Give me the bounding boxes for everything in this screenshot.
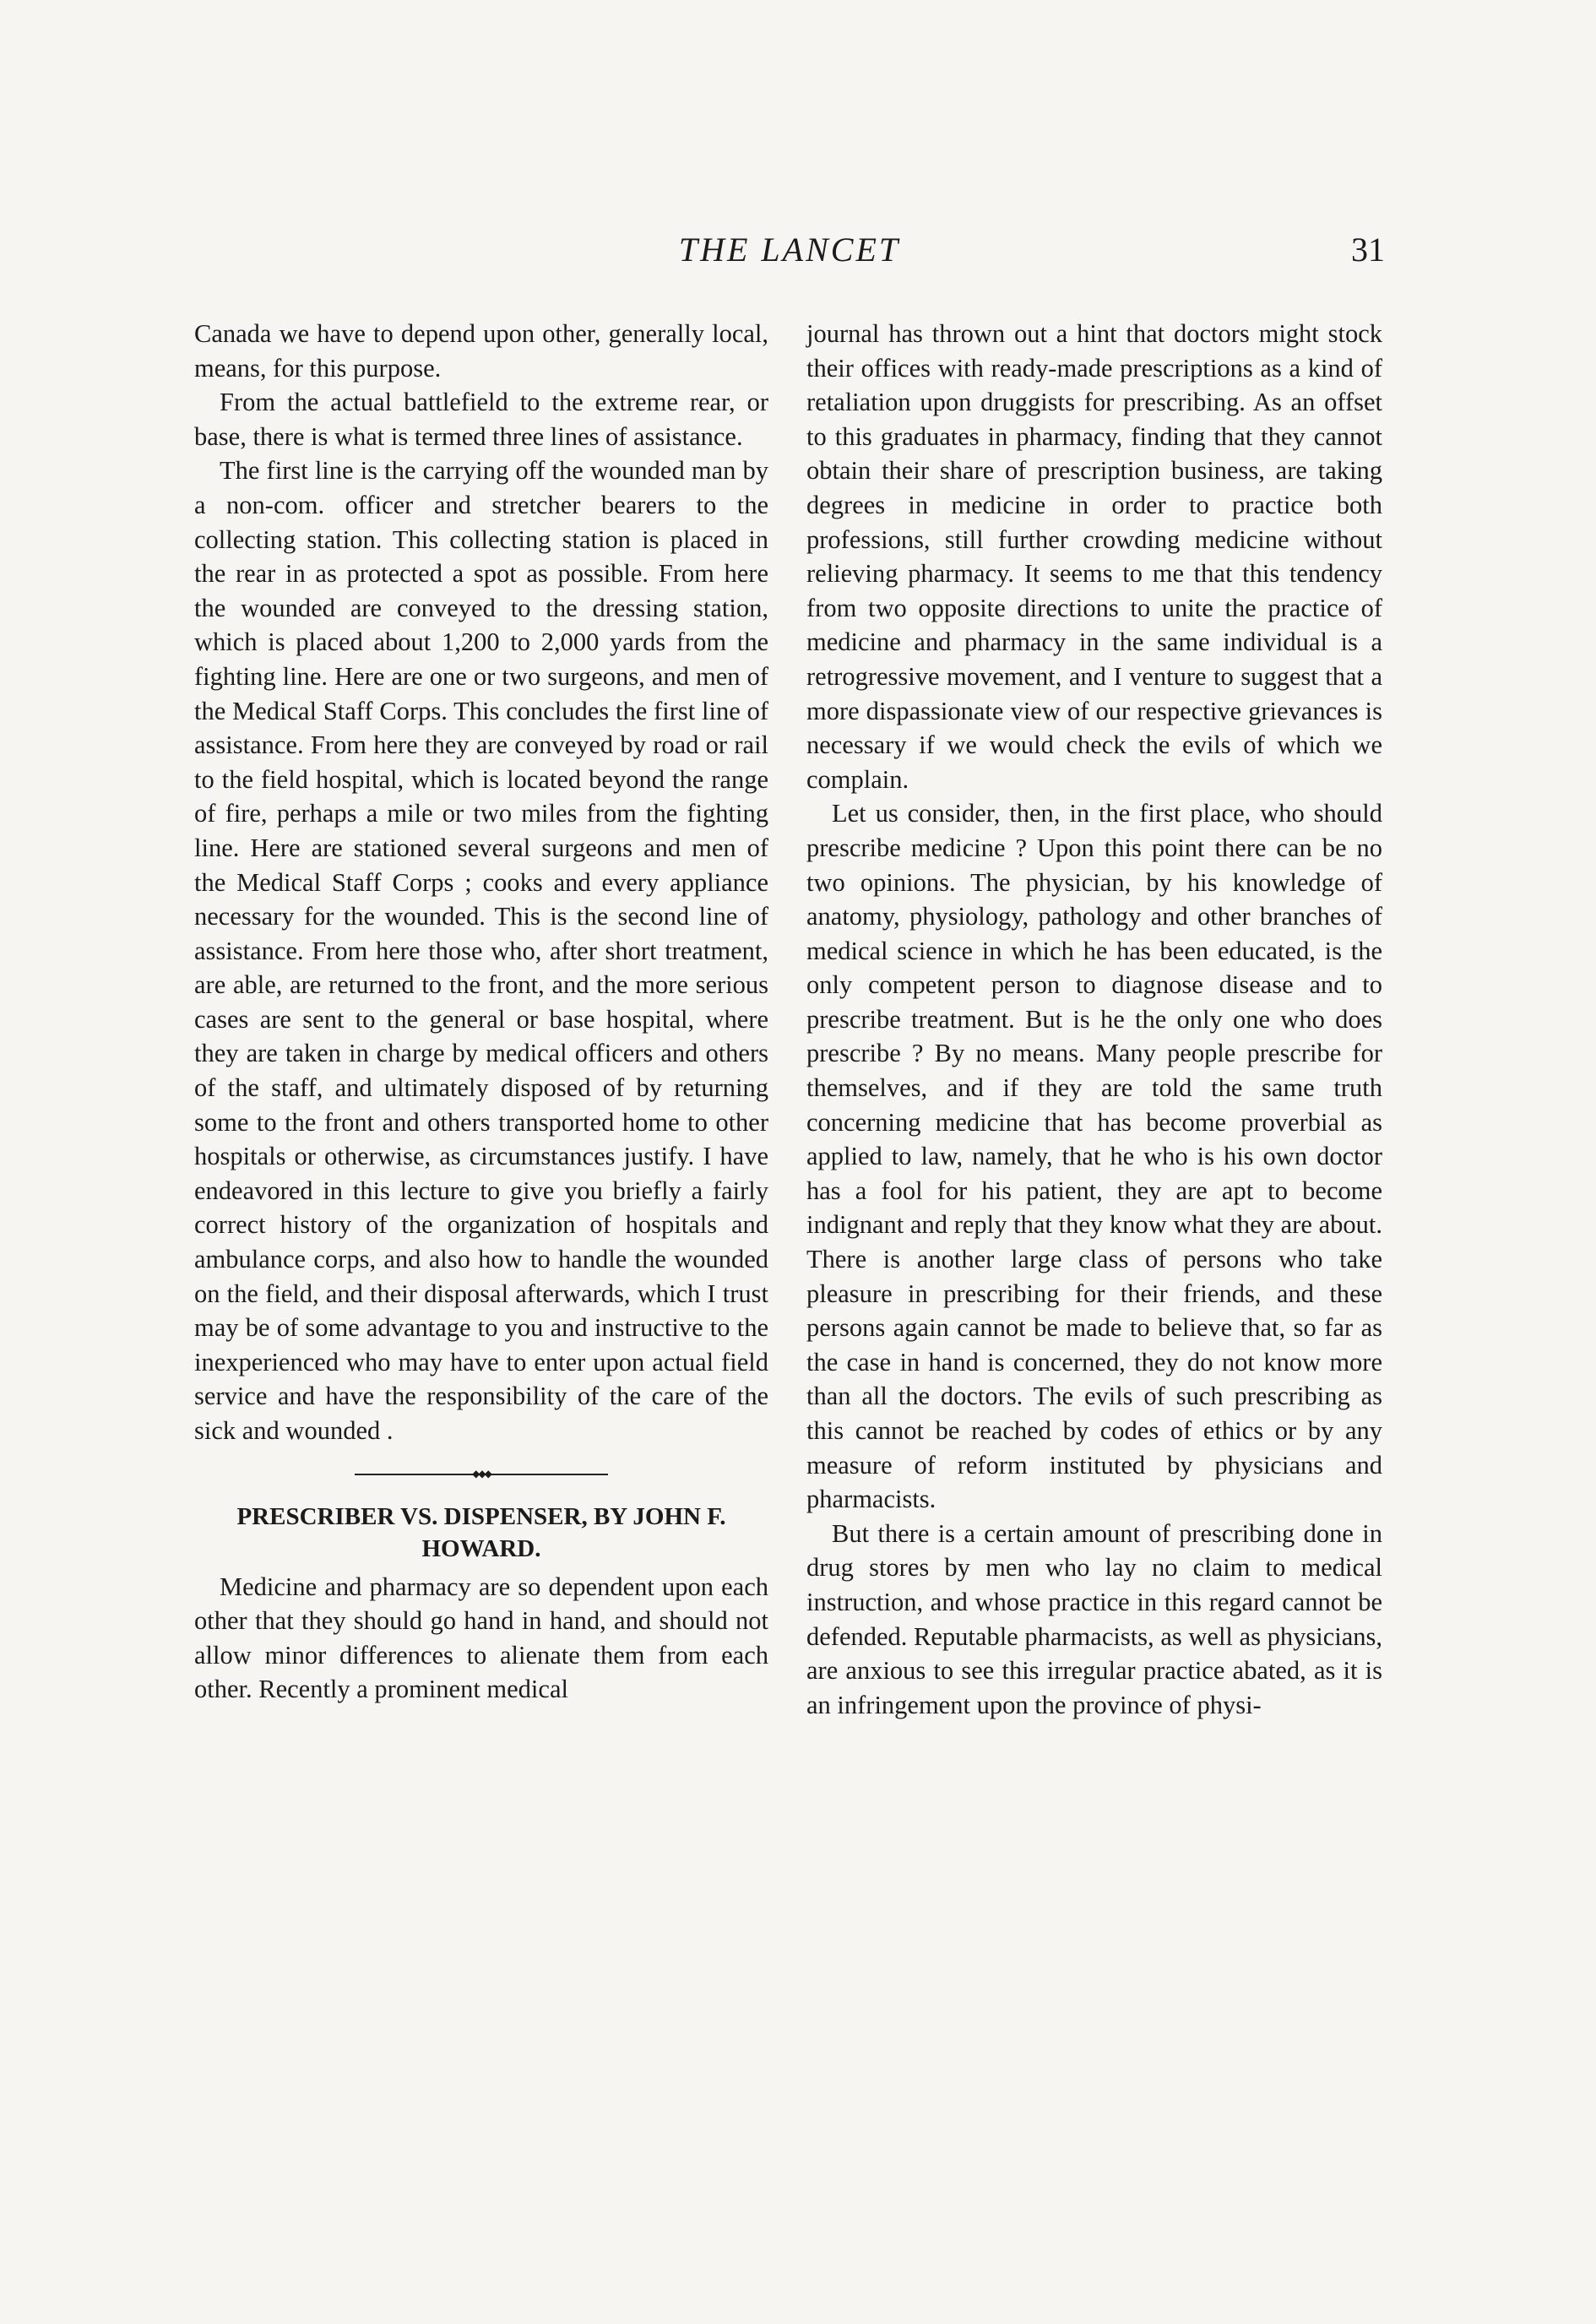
paragraph: Canada we have to depend upon other, generally local, means, for this purpose.	[194, 319, 768, 383]
page-number: 31	[1351, 231, 1385, 269]
paragraph: The first line is the carrying off the wounded man by a non-com. officer and stretcher bearers to the collecting station. This collecting station is placed in the rear in as protected a spot as possible. From here the wounded are conveyed to the dressing station, which is placed about 1,200 to 2,000 yards from the fighting line. Here are one or two surgeons, and men of the Medical Staff Corps. This concludes the first line of assistance. From here they are conveyed by road or rail to the field hospital, which is located beyond the range of fire, perhaps a mile or two miles from the fighting line. Here are stationed several surgeons and men of the Medical Staff Corps ; cooks and every appliance necessary for the wounded. This is the second line of assistance. From here those who, after short treatment, are able, are returned to the front, and the more serious cases are sent to the general or base hospital, where they are taken in charge by medical officers and others of the staff, and ultimately disposed of by returning some to the front and others transported home to other hospitals or otherwise, as circumstances justify. I have endeavored in this lecture to give you briefly a fairly correct history of the organization of hospitals and ambulance corps, and also how to handle the wounded on the field, and their disposal afterwards, which I trust may be of some advantage to you and instructive to the inexperienced who may have to enter upon actual field service and have the responsibility of the care of the sick and wounded .	[194, 456, 768, 1445]
section-divider: ◆◆◆	[355, 1474, 608, 1475]
paragraph: From the actual battlefield to the extreme rear, or base, there is what is termed three lines of assistance.	[194, 388, 768, 451]
paragraph: Medicine and pharmacy are so dependent upon each other that they should go hand in hand, and should not allow minor differences to alienate them from each other. Recently a prominent medical	[194, 1572, 768, 1704]
paragraph: journal has thrown out a hint that doctors might stock their offices with ready-made prescriptions as a kind of retaliation upon druggists for prescribing. As an offset to this graduates in pharmacy, finding that they cannot obtain their share of prescription business, are taking degrees in medicine in order to practice both professions, still further crowding medicine without relieving pharmacy. It seems to me that this tendency from two opposite directions to unite the practice of medicine and pharmacy in the same individual is a retrogressive movement, and I venture to suggest that a more dispassionate view of our respective grievances is necessary if we would check the evils of which we complain.	[806, 319, 1382, 794]
article-title: PRESCRIBER VS. DISPENSER, BY JOHN F. HOWARD.	[236, 1502, 726, 1562]
paragraph: But there is a certain amount of prescribing done in drug stores by men who lay no claim to medical instruction, and whose practice in this regard cannot be defended. Reputable pharmacists, as well as physicians, are anxious to see this irregular practice abated, as it is an infringement upon the province of physi-	[806, 1518, 1382, 1719]
page-header	[194, 230, 1385, 280]
paragraph: Let us consider, then, in the first place, who should prescribe medicine ? Upon this point there can be no two opinions. The physician, by his knowledge of anatomy, physiology, pathology and other branches of medical science in which he has been educated, is the only competent person to diagnose disease and to prescribe treatment. But is he the only one who does prescribe ? By no means. Many people prescribe for themselves, and if they are told the same truth concerning medicine that has become proverbial as applied to law, namely, that he who is his own doctor has a fool for his patient, they are apt to become indignant and reply that they know what they are about. There is another large class of persons who take pleasure in prescribing for their friends, and these persons again cannot be made to believe that, so far as the case in hand is concerned, they do not know more than all the doctors. The evils of such prescribing as this cannot be reached by codes of ethics or by any measure of reform instituted by physicians and pharmacists.	[806, 799, 1382, 1514]
left-column	[194, 317, 768, 1707]
right-column	[806, 317, 1382, 1722]
running-title: THE LANCET	[678, 231, 901, 269]
